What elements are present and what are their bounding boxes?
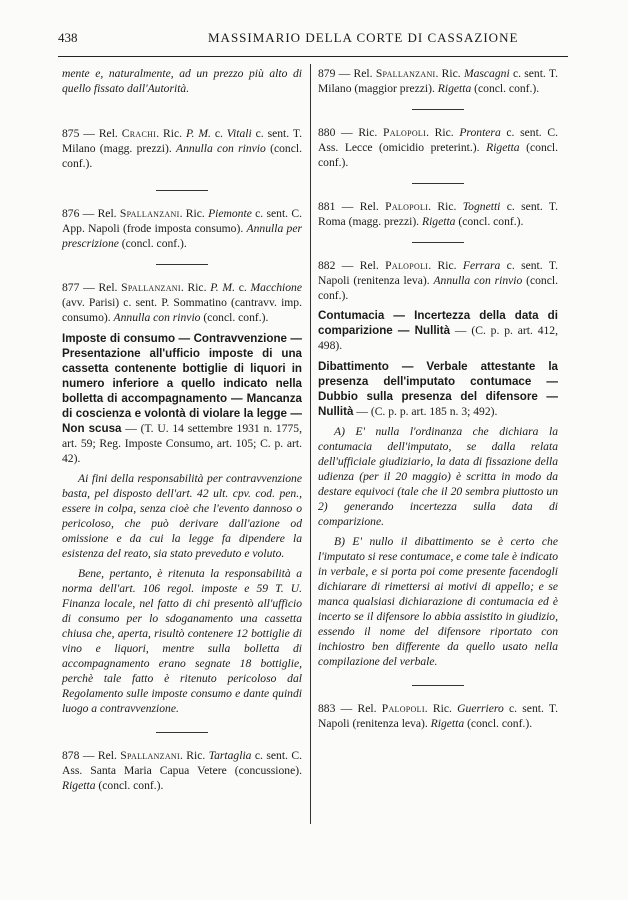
entry-877: 877 — Rel. Spallanzani. Ric. P. M. c. Macchione (avv. Parisi) c. sent. P. Sommatino (cantravv. imp. consumo). Annulla con rinvio (concl. conf.).: [62, 281, 303, 324]
subject-heading: [62, 331, 302, 466]
page-number: 438: [58, 30, 78, 45]
entry-882: 882 — Rel. Palopoli. Ric. Ferrara c. sent. T. Napoli (renitenza leva). Annulla con rinvio (concl. conf.).: [318, 259, 558, 302]
maxim-paragraph-2: Bene, pertanto, è ritenuta la responsabilità a norma dell'art. 106 regol. imposte e 59 T. U. Finanza locale, nel fatto di chi presentò all'ufficio di consumo per lo sdoganamento una cassetta chiusa che, aperta, risultò contenere 12 bottiglie di vino e liquori, mentre sulla bolletta di accompagnamento erano segnate 18 bottiglie, perchè tale fatto è ritenuto pericoloso dal Regolamento sulle imposte consumo e dante quindi luogo a contravvenzione.: [62, 567, 302, 715]
heading-text: Dibattimento — Verbale attestante la presenza dell'imputato contumace — Dubbio sulla presenza del difensore — Nullità: [318, 360, 558, 418]
continued-text: mente e, naturalmente, ad un prezzo più alto di quello fissato dall'Autorità.: [62, 67, 302, 95]
entry-879: 879 — Rel. Spallanzani. Ric. Mascagni c. sent. T. Milano (maggior prezzi). Rigetta (concl. conf.).: [318, 67, 559, 95]
page-header: [58, 24, 578, 48]
running-title: MASSIMARIO DELLA CORTE DI CASSAZIONE: [208, 30, 519, 45]
maxim-paragraph-a: A) E' nulla l'ordinanza che dichiara la contumacia dell'imputato, se dalla relata dell'ufficiale giudiziario, la data di fissazione della udienza (per il 20 maggio) è scritta in modo da destare equivoci (tale che il 20 sembra piuttosto un 2) generando incertezza sulla data di comparizione.: [318, 425, 558, 528]
heading-references: — (C. p. p. art. 412, 498).: [318, 324, 558, 352]
maxim-paragraph-1: Ai fini della responsabilità per contravvenzione basta, pel disposto dell'art. 42 ult. cpv. cod. pen., essere in colpa, senza cioè che l'evento dannoso o pericoloso, che può derivare dall'azione od omissione e da cui la legge fa dipendere la esistenza del reato, sia stato preveduto e voluto.: [62, 472, 302, 560]
entry-881: 881 — Rel. Palopoli. Ric. Tognetti c. sent. T. Roma (magg. prezzi). Rigetta (concl. conf.).: [318, 200, 559, 228]
left-column: [62, 66, 302, 793]
maxim-paragraph-b: B) E' nullo il dibattimento se è certo che l'imputato si rese contumace, e come tale è indicato in verbale, e si porta poi come presente facendogli dichiarare di rimettersi ai motivi di appello; e se manca qualsiasi dichiarazione di contumacia ed è incerto se il difensore lo abbia assistito in giudizio, essendo il nome del difensore riportato con inchiostro ben differente da quello usato nella compilazione del verbale.: [318, 535, 558, 668]
header-rule: [58, 56, 568, 57]
heading-references: — (C. p. p. art. 185 n. 3; 492).: [353, 405, 498, 418]
entry-875: 875 — Rel. Crachi. Ric. P. M. c. Vitali c. sent. T. Milano (magg. prezzi). Annulla con rinvio (concl. conf.).: [62, 127, 302, 170]
subject-heading-2: [318, 359, 558, 419]
entry-878: 878 — Rel. Spallanzani. Ric. Tartaglia c. sent. C. Ass. Santa Maria Capua Vetere (concussione). Rigetta (concl. conf.).: [62, 749, 302, 792]
heading-text: Imposte di consumo — Contravvenzione — Presentazione all'ufficio imposte di una cassetta contenente bottiglie di liquori in numero inferiore a quello indicato nella bolletta di accompagnamento — Mancanza di coscienza e volontà di violare la legge — Non scusa: [62, 332, 302, 435]
right-column: [318, 66, 558, 731]
column-divider: [310, 64, 311, 824]
entry-883: 883 — Rel. Palopoli. Ric. Guerriero c. sent. T. Napoli (renitenza leva). Rigetta (concl. conf.).: [318, 702, 559, 730]
heading-text: Contumacia — Incertezza della data di comparizione — Nullità: [318, 309, 558, 337]
entry-880: 880 — Ric. Palopoli. Ric. Prontera c. sent. C. Ass. Lecce (omicidio preterint.). Rigetta (concl. conf.).: [318, 126, 559, 169]
subject-heading-1: [318, 308, 558, 353]
entry-876: 876 — Rel. Spallanzani. Ric. Piemonte c. sent. C. App. Napoli (frode imposta consumo). Annulla per prescrizione (concl. conf.).: [62, 207, 302, 250]
heading-references: — (T. U. 14 settembre 1931 n. 1775, art. 59; Reg. Imposte Consumo, art. 105; C. p. art. 42).: [62, 422, 302, 465]
